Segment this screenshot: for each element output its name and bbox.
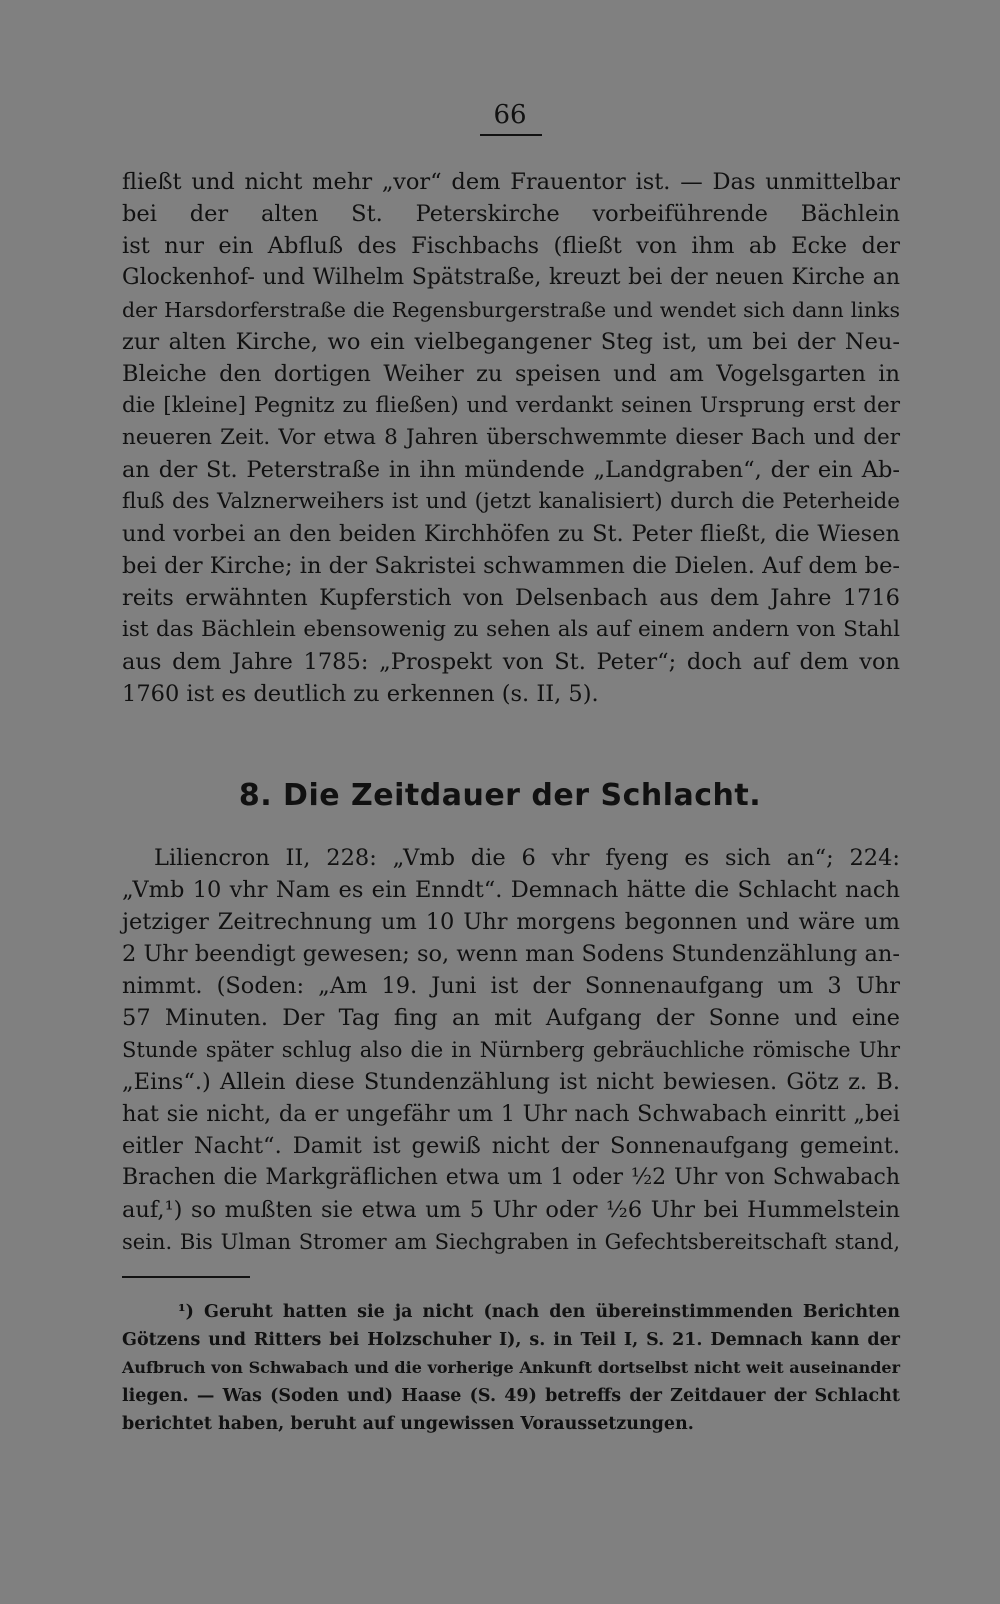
text-line: ist nur ein Abfluß des Fischbachs (fließt von ihm ab Ecke der [122, 233, 900, 259]
text-line: fließt und nicht mehr „vor“ dem Frauentor ist. — Das unmittelbar [122, 169, 900, 195]
text-line: jetziger Zeitrechnung um 10 Uhr morgens begonnen und wäre um [122, 909, 900, 935]
text-line: auf,¹) so mußten sie etwa um 5 Uhr oder ½6 Uhr bei Hummelstein [122, 1197, 900, 1223]
text-line: Brachen die Markgräflichen etwa um 1 oder ½2 Uhr von Schwabach [122, 1165, 900, 1190]
footnote-line: berichtet haben, beruht auf ungewissen Voraussetzungen. [122, 1414, 694, 1434]
text-line: reits erwähnten Kupferstich von Delsenbach aus dem Jahre 1716 [122, 585, 900, 611]
text-line: an der St. Peterstraße in ihn mündende „Landgraben“, der ein Ab- [122, 457, 900, 483]
text-line: „Vmb 10 vhr Nam es ein Enndt“. Demnach hätte die Schlacht nach [122, 877, 900, 903]
text-line: ist das Bächlein ebensowenig zu sehen als auf einem andern von Stahl [122, 617, 900, 642]
text-line: aus dem Jahre 1785: „Prospekt von St. Peter“; doch auf dem von [122, 649, 900, 675]
text-line: Stunde später schlug also die in Nürnberg gebräuchliche römische Uhr [122, 1038, 900, 1062]
footnote-line: Aufbruch von Schwabach und die vorherige Ankunft dortselbst nicht weit auseinander [122, 1358, 900, 1377]
text-line: 57 Minuten. Der Tag fing an mit Aufgang der Sonne und eine [122, 1005, 900, 1031]
text-line: Bleiche den dortigen Weiher zu speisen und am Vogelsgarten in [122, 361, 900, 387]
text-line: bei der alten St. Peterskirche vorbeiführende Bächlein [122, 201, 900, 227]
text-line: die [kleine] Pegnitz zu fließen) und verdankt seinen Ursprung erst der [122, 393, 900, 418]
page-number-rule [480, 134, 542, 136]
text-line: eitler Nacht“. Damit ist gewiß nicht der Sonnenaufgang gemeint. [122, 1133, 900, 1159]
text-line: 2 Uhr beendigt gewesen; so, wenn man Sodens Stundenzählung an- [122, 941, 900, 967]
text-line: hat sie nicht, da er ungefähr um 1 Uhr nach Schwabach einritt „bei [122, 1101, 900, 1127]
text-line: Glockenhof- und Wilhelm Spätstraße, kreuzt bei der neuen Kirche an [122, 265, 900, 290]
text-line: 1760 ist es deutlich zu erkennen (s. II, 5). [122, 681, 599, 707]
page-number: 66 [493, 100, 527, 130]
text-line: sein. Bis Ulman Stromer am Siechgraben in Gefechtsbereitschaft stand, [122, 1230, 900, 1254]
text-line: nimmt. (Soden: „Am 19. Juni ist der Sonnenaufgang um 3 Uhr [122, 973, 900, 999]
text-line: fluß des Valznerweihers ist und (jetzt kanalisiert) durch die Peterheide [122, 489, 900, 514]
text-line: zur alten Kirche, wo ein vielbegangener Steg ist, um bei der Neu- [122, 329, 900, 355]
text-line: neueren Zeit. Vor etwa 8 Jahren überschwemmte dieser Bach und der [122, 425, 900, 450]
text-line: Liliencron II, 228: „Vmb die 6 vhr fyeng es sich an“; 224: [154, 845, 900, 871]
text-line: „Eins“.) Allein diese Stundenzählung ist nicht bewiesen. Götz z. B. [122, 1069, 900, 1095]
footnote-rule [122, 1276, 250, 1278]
footnote-line: liegen. — Was (Soden und) Haase (S. 49) betreffs der Zeitdauer der Schlacht [122, 1386, 900, 1406]
text-line: und vorbei an den beiden Kirchhöfen zu St. Peter fließt, die Wiesen [122, 521, 900, 547]
footnote-line: Götzens und Ritters bei Holzschuher I), s. in Teil I, S. 21. Demnach kann der [122, 1330, 900, 1350]
text-line: der Harsdorferstraße die Regensburgerstraße und wendet sich dann links [122, 298, 900, 322]
text-line: bei der Kirche; in der Sakristei schwammen die Dielen. Auf dem be- [122, 553, 900, 579]
section-heading: 8. Die Zeitdauer der Schlacht. [238, 778, 762, 813]
footnote-line: ¹) Geruht hatten sie ja nicht (nach den übereinstimmenden Berichten [178, 1302, 900, 1322]
